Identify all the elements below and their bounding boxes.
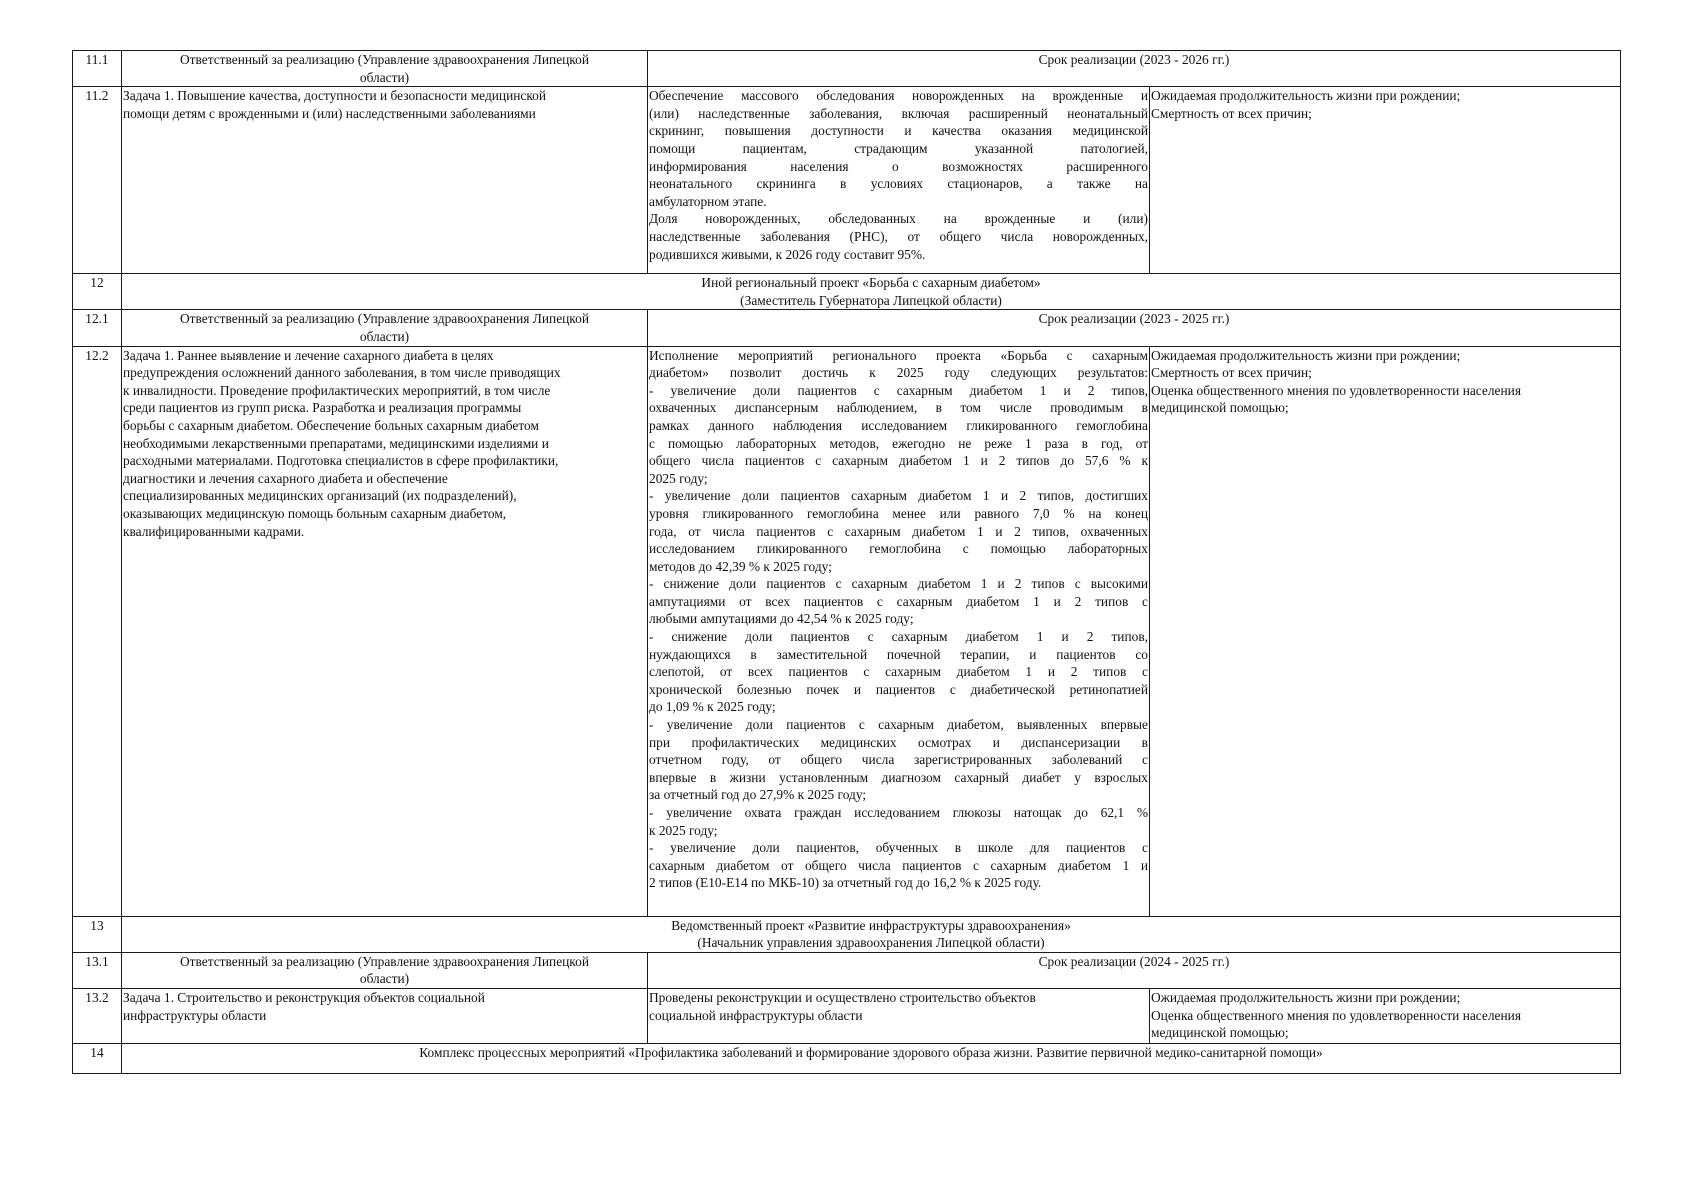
row-number: 12 — [73, 274, 122, 310]
task-cell-line: Задача 1. Строительство и реконструкция объектов социальной — [123, 989, 485, 1005]
indicators-cell-line: Ожидаемая продолжительность жизни при рождении; — [1151, 989, 1461, 1005]
result-cell-line: социальной инфраструктуры области — [649, 1007, 863, 1023]
task-cell — [122, 87, 648, 274]
result-cell-line: Доля новорожденных, обследованных на врожденные и (или) — [649, 211, 1148, 227]
section-title-line: (Заместитель Губернатора Липецкой области) — [740, 292, 1002, 308]
result-cell-line: года, от числа пациентов с сахарным диабетом 1 и 2 типов, охваченных — [649, 523, 1148, 539]
result-cell-line: нуждающихся в заместительной почечной терапии, и пациентов со — [649, 646, 1148, 662]
result-cell — [648, 988, 1150, 1043]
responsible-cell-line: Ответственный за реализацию (Управление здравоохранения Липецкой — [179, 311, 589, 327]
section-title-line: (Начальник управления здравоохранения Липецкой области) — [697, 935, 1045, 951]
period-cell: Срок реализации (2024 - 2025 гг.) — [648, 952, 1621, 988]
table-row — [73, 346, 1621, 916]
section-title — [122, 916, 1621, 952]
responsible-cell-line: области) — [359, 69, 410, 85]
indicators-cell-line: медицинской помощью; — [1151, 400, 1289, 416]
table-row — [73, 87, 1621, 274]
responsible-cell — [122, 952, 648, 988]
result-cell-line: рамках данного наблюдения исследованием гликированного гемоглобина — [649, 417, 1148, 433]
indicators-cell-line: Смертность от всех причин; — [1151, 365, 1312, 381]
table-row — [73, 952, 1621, 988]
responsible-cell — [122, 310, 648, 346]
task-cell-line: квалифицированными кадрами. — [123, 523, 305, 539]
result-cell-line: до 1,09 % к 2025 году; — [649, 699, 776, 715]
indicators-cell — [1150, 988, 1621, 1043]
result-cell-line: 2025 году; — [649, 470, 708, 486]
row-number: 13 — [73, 916, 122, 952]
result-cell-line: при профилактических медицинских осмотрах и диспансеризации в — [649, 734, 1148, 750]
result-cell-line: любыми ампутациями до 42,54 % к 2025 году; — [649, 611, 914, 627]
row-number: 12.2 — [73, 346, 122, 916]
result-cell-line: Исполнение мероприятий регионального проекта «Борьба с сахарным — [649, 347, 1148, 363]
task-cell-line: расходными материалами. Подготовка специалистов в сфере профилактики, — [123, 453, 559, 469]
result-cell-line: диабетом» позволит достичь к 2025 году следующих результатов: — [649, 365, 1148, 381]
indicators-cell-line: Оценка общественного мнения по удовлетворенности населения — [1151, 382, 1521, 398]
section-title-line: Комплекс процессных мероприятий «Профилактика заболеваний и формирование здорового образа жизни. Развитие первичной медико-санитарной помощи» — [419, 1044, 1323, 1060]
result-cell-line: - увеличение доли пациентов с сахарным диабетом, выявленных впервые — [649, 717, 1148, 733]
task-cell-line: специализированных медицинских организаций (их подразделений), — [123, 488, 517, 504]
result-cell-line: - снижение доли пациентов с сахарным диабетом 1 и 2 типов с высокими — [649, 576, 1148, 592]
result-cell-line: 2 типов (Е10-Е14 по МКБ-10) за отчетный год до 16,2 % к 2025 году. — [649, 875, 1042, 891]
result-cell-line: неонатального скрининга в условиях стационаров, а также на — [649, 176, 1148, 192]
result-cell-line: родившихся живыми, к 2026 году составит 95%. — [649, 246, 926, 262]
section-title — [122, 274, 1621, 310]
task-cell-line: оказывающих медицинскую помощь больным сахарным диабетом, — [123, 505, 507, 521]
indicators-cell-line: медицинской помощью; — [1151, 1025, 1289, 1041]
table-row — [73, 310, 1621, 346]
result-cell-line: к 2025 году; — [649, 822, 718, 838]
result-cell-line: сахарным диабетом от общего числа пациентов с сахарным диабетом 1 и — [649, 857, 1148, 873]
indicators-cell — [1150, 346, 1621, 916]
result-cell — [648, 346, 1150, 916]
task-cell-line: Задача 1. Раннее выявление и лечение сахарного диабета в целях — [123, 347, 494, 363]
result-cell-line: - увеличение доли пациентов сахарным диабетом 1 и 2 типов, достигших — [649, 488, 1148, 504]
indicators-cell — [1150, 87, 1621, 274]
row-number: 14 — [73, 1043, 122, 1073]
task-cell — [122, 988, 648, 1043]
task-cell-line: помощи детям с врожденными и (или) наследственными заболеваниями — [123, 105, 536, 121]
table-row — [73, 988, 1621, 1043]
result-cell-line: амбулаторном этапе. — [649, 193, 767, 209]
result-cell-line: Обеспечение массового обследования новорожденных на врожденные и — [649, 88, 1148, 104]
result-cell-line: ампутациями от всех пациентов с сахарным диабетом 1 и 2 типов с — [649, 593, 1148, 609]
result-cell-line: охваченных диспансерным наблюдением, в том числе проводимым в — [649, 400, 1148, 416]
section-title-line: Ведомственный проект «Развитие инфраструктуры здравоохранения» — [671, 917, 1071, 933]
result-cell-line: уровня гликированного гемоглобина менее или равного 7,0 % на конец — [649, 505, 1148, 521]
indicators-cell-line: Смертность от всех причин; — [1151, 105, 1312, 121]
result-cell-line: исследованием гликированного гемоглобина с помощью лабораторных — [649, 541, 1148, 557]
indicators-cell-line: Ожидаемая продолжительность жизни при рождении; — [1151, 347, 1461, 363]
row-number: 13.2 — [73, 988, 122, 1043]
task-cell-line: к инвалидности. Проведение профилактических мероприятий, в том числе — [123, 382, 551, 398]
period-cell: Срок реализации (2023 - 2025 гг.) — [648, 310, 1621, 346]
result-cell-line: слепотой, от всех пациентов с сахарным диабетом 1 и 2 типов с — [649, 664, 1148, 680]
task-cell-line: необходимыми лекарственными препаратами, медицинскими изделиями и — [123, 435, 549, 451]
row-number: 12.1 — [73, 310, 122, 346]
responsible-cell-line: области) — [359, 971, 410, 987]
row-number: 13.1 — [73, 952, 122, 988]
result-cell-line: - увеличение доли пациентов, обученных в школе для пациентов с — [649, 840, 1148, 856]
period-cell: Срок реализации (2023 - 2026 гг.) — [648, 51, 1621, 87]
section-title — [122, 1043, 1621, 1073]
result-cell-line: информирования населения о возможностях расширенного — [649, 158, 1148, 174]
result-cell-line: помощи пациентам, страдающим указанной патологией, — [649, 140, 1148, 156]
task-cell — [122, 346, 648, 916]
task-cell-line: борьбы с сахарным диабетом. Обеспечение больных сахарным диабетом — [123, 417, 539, 433]
result-cell-line: общего числа пациентов с сахарным диабетом 1 и 2 типов до 57,6 % к — [649, 453, 1148, 469]
result-cell-line: (или) наследственные заболевания, включая расширенный неонатальный — [649, 105, 1148, 121]
row-number: 11.2 — [73, 87, 122, 274]
result-cell-line: с помощью лабораторных методов, ежегодно не реже 1 раза в год, от — [649, 435, 1148, 451]
result-cell-line: впервые в жизни установленным диагнозом сахарный диабет у взрослых — [649, 769, 1148, 785]
result-cell-line: хронической болезнью почек и пациентов с диабетической ретинопатией — [649, 681, 1148, 697]
responsible-cell-line: области) — [359, 328, 410, 344]
row-number: 11.1 — [73, 51, 122, 87]
result-cell-line: методов до 42,39 % к 2025 году; — [649, 558, 832, 574]
task-cell-line: Задача 1. Повышение качества, доступности и безопасности медицинской — [123, 88, 547, 104]
table-row — [73, 916, 1621, 952]
indicators-cell-line: Оценка общественного мнения по удовлетворенности населения — [1151, 1007, 1521, 1023]
result-cell-line: - увеличение доли пациентов с сахарным диабетом 1 и 2 типов, — [649, 382, 1148, 398]
result-cell-line: наследственные заболевания (РНС), от общего числа новорожденных, — [649, 228, 1148, 244]
result-cell-line: отчетном году, от общего числа зарегистрированных заболеваний с — [649, 752, 1148, 768]
responsible-cell-line: Ответственный за реализацию (Управление здравоохранения Липецкой — [179, 953, 589, 969]
table-row — [73, 51, 1621, 87]
result-cell — [648, 87, 1150, 274]
result-cell-line: - увеличение охвата граждан исследованием глюкозы натощак до 62,1 % — [649, 805, 1148, 820]
result-cell-line: Проведены реконструкции и осуществлено строительство объектов — [649, 989, 1036, 1005]
program-table — [72, 50, 1621, 1074]
responsible-cell-line: Ответственный за реализацию (Управление здравоохранения Липецкой — [179, 52, 589, 67]
responsible-cell — [122, 51, 648, 87]
task-cell-line: инфраструктуры области — [123, 1007, 267, 1023]
table-row — [73, 1043, 1621, 1073]
section-title-line: Иной региональный проект «Борьба с сахарным диабетом» — [701, 275, 1041, 291]
result-cell-line: - снижение доли пациентов с сахарным диабетом 1 и 2 типов, — [649, 629, 1148, 645]
table-row — [73, 274, 1621, 310]
result-cell-line: за отчетный год до 27,9% к 2025 году; — [649, 787, 867, 803]
result-cell-line: скрининг, повышения доступности и качества оказания медицинской — [649, 123, 1148, 139]
task-cell-line: среди пациентов из групп риска. Разработка и реализация программы — [123, 400, 522, 416]
indicators-cell-line: Ожидаемая продолжительность жизни при рождении; — [1151, 88, 1461, 104]
task-cell-line: предупреждения осложнений данного заболевания, в том числе приводящих — [123, 365, 561, 381]
task-cell-line: диагностики и лечения сахарного диабета и обеспечение — [123, 470, 448, 486]
